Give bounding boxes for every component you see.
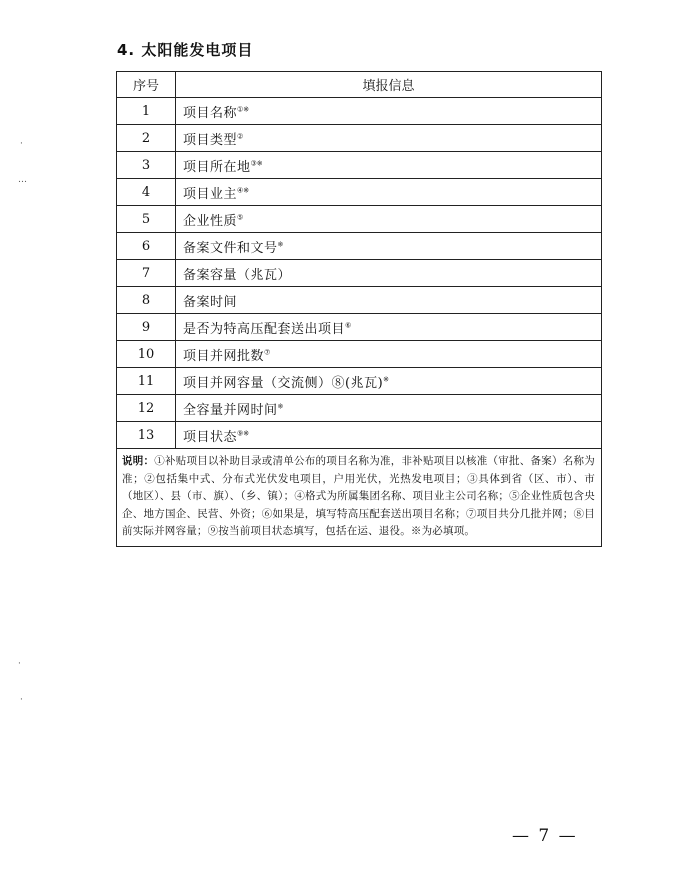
row-item-label: 企业性质 — [183, 213, 238, 229]
row-number: 5 — [117, 206, 176, 233]
row-item-mark: ※ — [277, 402, 284, 411]
table-row — [117, 287, 602, 314]
row-item-mark: ※ — [277, 240, 284, 249]
page-number: — 7 — — [512, 826, 578, 846]
table-row — [117, 152, 602, 179]
row-item-cell — [176, 341, 602, 368]
row-item-label: 是否为特高压配套送出项目 — [183, 321, 346, 337]
row-item-mark: ⑤ — [237, 213, 244, 222]
notes-row — [117, 449, 602, 547]
table-row — [117, 395, 602, 422]
row-item-mark: ⑦ — [264, 348, 271, 357]
row-number: 7 — [117, 260, 176, 287]
notes-cell — [117, 449, 602, 547]
row-item-mark: ④※ — [237, 186, 250, 195]
row-item-label: 备案时间 — [183, 294, 238, 310]
table-row — [117, 233, 602, 260]
row-number: 12 — [117, 395, 176, 422]
row-item-cell — [176, 98, 602, 125]
table-row — [117, 179, 602, 206]
row-number: 6 — [117, 233, 176, 260]
row-item-label: 项目状态 — [183, 429, 238, 445]
table-row — [117, 341, 602, 368]
row-item-cell — [176, 179, 602, 206]
notes-text: ①补贴项目以补助目录或清单公布的项目名称为准，非补贴项目以核准（审批、备案）名称为准；②包括集中式、分布式光伏发电项目，户用光伏，光热发电项目；③具体到省（区、市）、市（地区）、县（市、旗）、（乡、镇）；④格式为所属集团名称、项目业主公司名称；⑤企业性质包含央企、地方国企、民营、外资；⑥如果是，填写特高压配套送出项目名称；⑦项目共分几批并网；⑧目前实际并网容量；⑨按当前项目状态填写，包括在运、退役。※为必填项。 — [122, 455, 595, 537]
row-item-cell — [176, 395, 602, 422]
table-row — [117, 422, 602, 449]
row-item-label: 项目并网容量（交流侧）⑧(兆瓦) — [183, 375, 384, 391]
project-info-table — [116, 71, 602, 547]
table-row — [117, 206, 602, 233]
table-row — [117, 314, 602, 341]
row-item-label: 备案文件和文号 — [183, 240, 278, 256]
row-item-cell — [176, 125, 602, 152]
scan-mark: … — [18, 175, 27, 185]
scan-mark: · — [20, 139, 23, 149]
row-item-mark: ⑥ — [345, 321, 352, 330]
row-item-label: 项目名称 — [183, 105, 238, 121]
row-item-label: 备案容量（兆瓦） — [183, 267, 292, 283]
row-item-cell — [176, 314, 602, 341]
row-item-cell — [176, 287, 602, 314]
row-item-cell — [176, 233, 602, 260]
row-item-cell — [176, 260, 602, 287]
header-info: 填报信息 — [176, 72, 602, 98]
row-number: 1 — [117, 98, 176, 125]
table-row — [117, 125, 602, 152]
row-item-label: 项目业主 — [183, 186, 238, 202]
row-number: 10 — [117, 341, 176, 368]
scan-mark: · — [18, 659, 21, 669]
scan-mark: · — [20, 695, 23, 705]
section-heading: 4. 太阳能发电项目 — [117, 41, 254, 59]
table-row — [117, 260, 602, 287]
row-item-label: 项目所在地 — [183, 159, 251, 175]
row-number: 3 — [117, 152, 176, 179]
row-number: 13 — [117, 422, 176, 449]
row-item-mark: ※ — [383, 375, 390, 384]
table-row — [117, 98, 602, 125]
row-item-cell — [176, 206, 602, 233]
row-item-mark: ③※ — [250, 159, 263, 168]
row-number: 4 — [117, 179, 176, 206]
row-item-mark: ①※ — [237, 105, 250, 114]
notes-label: 说明： — [122, 455, 155, 467]
row-number: 9 — [117, 314, 176, 341]
row-item-cell — [176, 368, 602, 395]
row-number: 11 — [117, 368, 176, 395]
row-item-label: 项目并网批数 — [183, 348, 265, 364]
row-number: 8 — [117, 287, 176, 314]
row-item-cell — [176, 422, 602, 449]
row-item-cell — [176, 152, 602, 179]
table-header-row — [117, 72, 602, 98]
row-item-mark: ② — [237, 132, 244, 141]
row-item-mark: ⑨※ — [237, 429, 250, 438]
header-number: 序号 — [117, 72, 176, 98]
row-item-label: 项目类型 — [183, 132, 238, 148]
table-row — [117, 368, 602, 395]
row-item-label: 全容量并网时间 — [183, 402, 278, 418]
row-number: 2 — [117, 125, 176, 152]
